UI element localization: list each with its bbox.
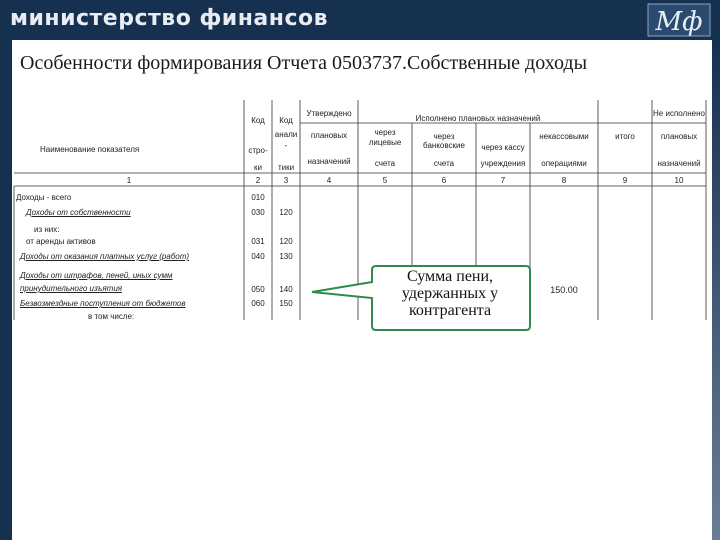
header-kod: Код <box>251 116 265 125</box>
header-ne-ispolneno: Не исполнено <box>653 109 705 118</box>
header-ne-naznacheniy: назначений <box>657 159 701 168</box>
row-name-transfers: Безвозмездные поступления от бюджетов <box>20 299 186 308</box>
header-ls-3: счета <box>374 159 396 168</box>
header-tiki: тики <box>277 163 295 172</box>
header-ls-2: лицевые <box>368 138 402 147</box>
header-bs-2: банковские <box>423 141 465 150</box>
header-ne-planovyh: плановых <box>660 132 698 141</box>
header-bar <box>0 0 720 40</box>
colnum-8: 8 <box>561 176 567 185</box>
header-ki: ки <box>254 163 262 172</box>
row-name-rent: от аренды активов <box>26 237 96 246</box>
row-anal-120b: 120 <box>279 237 293 246</box>
header-anali: анали <box>274 130 298 139</box>
left-sidebar-stripe <box>0 40 12 540</box>
colnum-2: 2 <box>255 176 261 185</box>
header-itogo: итого <box>615 132 635 141</box>
colnum-3: 3 <box>283 176 289 185</box>
row-name-total: Доходы - всего <box>16 193 72 202</box>
row-anal-150: 150 <box>279 299 293 308</box>
colnum-7: 7 <box>500 176 506 185</box>
row-name-including: в том числе: <box>88 312 135 321</box>
row-name-services: Доходы от оказания платных услуг (работ) <box>20 252 190 261</box>
row-name-property: Доходы от собственности <box>26 208 131 217</box>
header-bs-3: счета <box>433 159 455 168</box>
callout-text <box>372 268 528 319</box>
callout-line-2: удержанных у <box>401 285 499 302</box>
ministry-logo <box>628 2 712 38</box>
header-name: Наименование показателя <box>40 145 140 154</box>
callout-line-3: контрагента <box>408 302 492 319</box>
slide-title: Особенности формирования Отчета 0503737.Собственные доходы <box>20 52 588 74</box>
cell-value-150: 150.00 <box>550 285 578 295</box>
header-dash: - <box>284 141 288 150</box>
row-kod-060: 060 <box>251 299 265 308</box>
colnum-10: 10 <box>674 176 684 185</box>
row-anal-140: 140 <box>279 285 293 294</box>
callout-line-1: Сумма пени, <box>406 268 494 285</box>
row-kod-040: 040 <box>251 252 265 261</box>
colnum-5: 5 <box>382 176 388 185</box>
header-nekassovymi: некассовыми <box>539 132 589 141</box>
row-anal-130: 130 <box>279 252 293 261</box>
row-kod-030: 030 <box>251 208 265 217</box>
row-name-of-them: из них: <box>34 225 60 234</box>
row-name-fines-1: Доходы от штрафов, пеней, иных сумм <box>20 271 173 280</box>
header-utverzhdeno: Утверждено <box>306 109 352 118</box>
header-operatsiyami: операциями <box>541 159 587 168</box>
header-planovyh: плановых <box>310 131 348 140</box>
colnum-6: 6 <box>441 176 447 185</box>
colnum-9: 9 <box>622 176 628 185</box>
header-stro: стро- <box>248 146 268 155</box>
right-sidebar-stripe <box>712 40 720 540</box>
svg-text:Мф: Мф <box>655 7 703 37</box>
row-name-fines-2: принудительного изъятия <box>20 284 123 293</box>
row-kod-031: 031 <box>251 237 265 246</box>
row-anal-120a: 120 <box>279 208 293 217</box>
header-naznacheniy: назначений <box>307 157 351 166</box>
header-kassa-2: учреждения <box>480 159 526 168</box>
row-kod-050: 050 <box>251 285 265 294</box>
header-ispolneno: Исполнено плановых назначений <box>415 114 541 123</box>
colnum-1: 1 <box>126 176 132 185</box>
header-ls-1: через <box>374 128 396 137</box>
header-bs-1: через <box>433 132 455 141</box>
header-kassa-1: через кассу <box>481 143 525 152</box>
header-kod-analitiki: Код <box>279 116 293 125</box>
colnum-4: 4 <box>326 176 332 185</box>
row-kod-010: 010 <box>251 193 265 202</box>
ministry-name: министерство финансов <box>10 6 329 31</box>
